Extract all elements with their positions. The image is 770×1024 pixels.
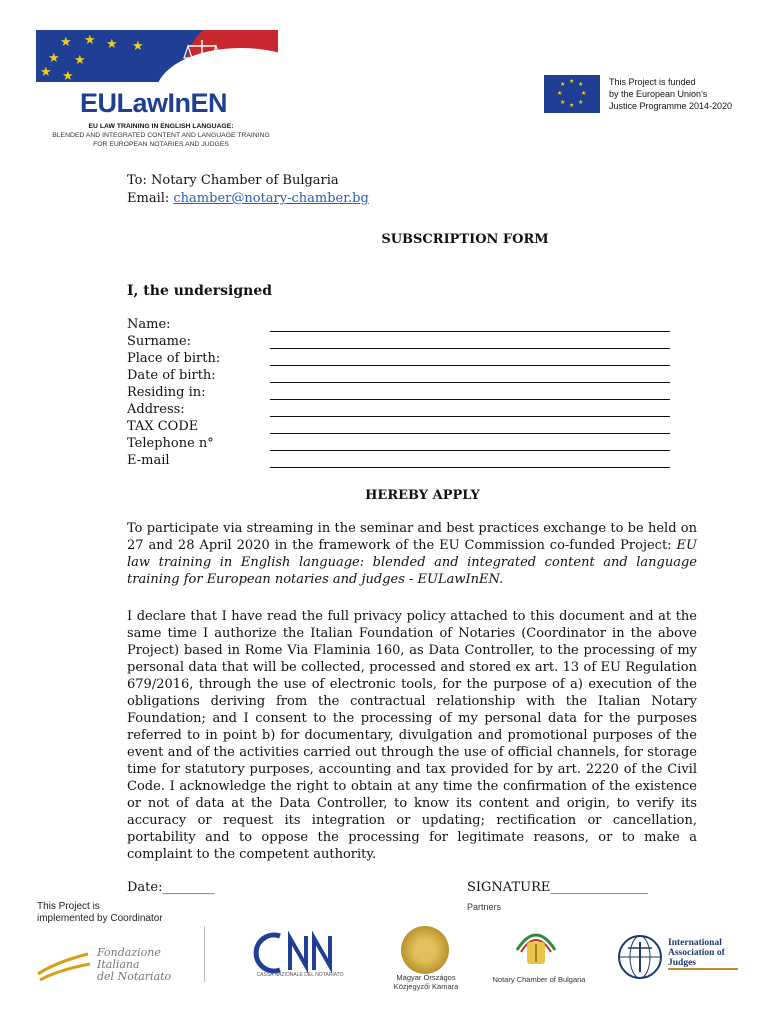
funding-line: Justice Programme 2014-2020 — [609, 101, 733, 111]
brand-wordmark — [80, 88, 227, 119]
eu-funding-notice — [609, 76, 732, 112]
recipient-email-line — [127, 190, 369, 208]
fill-line — [270, 348, 670, 349]
fill-line — [270, 433, 670, 434]
funding-line: by the European Union's — [609, 89, 708, 99]
iaj-logo-text — [668, 938, 725, 968]
fondazione-logo-text — [97, 947, 171, 983]
fill-line — [270, 450, 670, 451]
iaj-line: Association of — [668, 948, 725, 958]
hereby-apply-heading: HEREBY APPLY — [365, 488, 480, 503]
implemented-line: This Project is — [37, 901, 100, 912]
personal-details-fields — [127, 316, 672, 469]
brand-lawinen: LawInEN — [116, 88, 228, 118]
footer-divider — [204, 926, 205, 982]
field-label: Telephone n° — [127, 436, 214, 451]
fondazione-line: Fondazione — [97, 946, 161, 959]
fondazione-logo-mark — [36, 948, 92, 982]
participation-text: To participate via streaming in the seminar and best practices exchange to be held on 27 and 28 April 2020 in the framework of the EU Commission co-funded Project: — [127, 521, 697, 553]
field-label: Name: — [127, 317, 171, 332]
cnn-logo — [250, 930, 350, 976]
fill-line — [270, 365, 670, 366]
field-label: Surname: — [127, 334, 192, 349]
fill-line — [270, 331, 670, 332]
field-email — [127, 452, 672, 469]
privacy-declaration-paragraph: I declare that I have read the full privacy policy attached to this document and at the same time I authorize the Italian Foundation of Notaries (Coordinator in the above Project) based in Rome Via Flaminia 160, as Data Controller, to the processing of my personal data that will be collected, processed and stored ex art. 13 of EU Regulation 679/2016, through the use of electronic tools, for the purpose of a) execution of the obligations deriving from the contractual relationship with the Italian Notary Foundation; and I consent to the processing of my personal data for the purposes referred to in point b) for documentary, divulgation and promotional purposes of the event and of the activities carried out through the use of official channels, for storage time for statutory purposes, accounting and tax provided for by art. 2220 of the Civil Code. I acknowledge the right to obtain at any time the confirmation of the existence or not of data at the Data Controller, to know its content and origin, to verify its accuracy or request its integration or updating; rectification or cancellation, portability and to oppose the processing for legitimate reasons, or to make a complaint to the competent authority. — [127, 609, 697, 862]
implemented-by-label — [37, 901, 163, 925]
funding-line: This Project is funded — [609, 77, 696, 87]
participation-paragraph — [127, 520, 697, 588]
partners-label: Partners — [467, 902, 502, 912]
notary-chamber-bulgaria-text: Notary Chamber of Bulgaria — [492, 975, 586, 984]
implemented-line: implemented by Coordinator — [37, 913, 163, 924]
star-icon: ★ — [74, 53, 86, 68]
tagline-line: EU LAW TRAINING IN ENGLISH LANGUAGE: — [88, 123, 234, 130]
field-surname — [127, 333, 672, 350]
notary-chamber-bulgaria-emblem-icon — [513, 926, 559, 970]
date-field: Date:________ — [127, 880, 215, 895]
star-icon: ★ — [132, 39, 144, 54]
mok-line: Magyar Országos — [396, 973, 456, 982]
star-icon: ★ — [60, 35, 72, 50]
iaj-line: International — [668, 938, 722, 948]
eu-flag-icon: ★ ★ ★ ★ ★ ★ ★ ★ — [544, 75, 600, 113]
fill-line — [270, 382, 670, 383]
signature-field: SIGNATURE_______________ — [467, 880, 648, 895]
fill-line — [270, 416, 670, 417]
email-label: Email: — [127, 191, 174, 206]
iaj-line: Judges — [668, 958, 696, 968]
brand-eu: EU — [80, 88, 117, 118]
mok-line: Közjegyzői Kamara — [393, 982, 459, 991]
tagline-line: BLENDED AND INTEGRATED CONTENT AND LANGUAGE TRAINING — [52, 132, 270, 139]
fondazione-line: Italiana — [97, 958, 140, 971]
field-telephone — [127, 435, 672, 452]
undersigned-heading: I, the undersigned — [127, 283, 273, 299]
field-label: Place of birth: — [127, 351, 221, 366]
brand-tagline — [36, 122, 286, 149]
field-label: E-mail — [127, 453, 170, 468]
field-residing-in — [127, 384, 672, 401]
field-date-of-birth — [127, 367, 672, 384]
fill-line — [270, 399, 670, 400]
field-tax-code — [127, 418, 672, 435]
star-icon: ★ — [48, 51, 60, 66]
hungarian-chamber-text — [383, 973, 469, 991]
star-icon: ★ — [106, 37, 118, 52]
form-title: SUBSCRIPTION FORM — [381, 232, 549, 247]
field-label: Address: — [127, 402, 185, 417]
recipient-block — [127, 172, 369, 208]
field-label: Residing in: — [127, 385, 206, 400]
iaj-globe-icon — [615, 932, 665, 982]
star-icon: ★ — [40, 65, 52, 80]
project-title-italic: EU law training in English language: blended and integrated content and language training for European notaries and judges - EULawInEN. — [127, 538, 697, 587]
field-label: TAX CODE — [127, 419, 199, 434]
eulawinen-logo-banner — [36, 30, 278, 82]
star-icon: ★ — [84, 33, 96, 48]
field-place-of-birth — [127, 350, 672, 367]
tagline-line: FOR EUROPEAN NOTARIES AND JUDGES — [93, 141, 229, 148]
email-link[interactable]: chamber@notary-chamber.bg — [173, 191, 369, 206]
star-icon: ★ — [62, 69, 74, 82]
iaj-underline — [668, 968, 738, 970]
field-address — [127, 401, 672, 418]
fill-line — [270, 467, 670, 468]
recipient-to: To: Notary Chamber of Bulgaria — [127, 173, 339, 188]
field-name — [127, 316, 672, 333]
fondazione-line: del Notariato — [97, 970, 172, 983]
hungarian-chamber-seal-icon — [401, 926, 449, 974]
field-label: Date of birth: — [127, 368, 216, 383]
scales-of-justice-icon — [182, 36, 222, 74]
cnn-logo-text: CASSA NAZIONALE DEL NOTARIATO — [256, 972, 344, 978]
